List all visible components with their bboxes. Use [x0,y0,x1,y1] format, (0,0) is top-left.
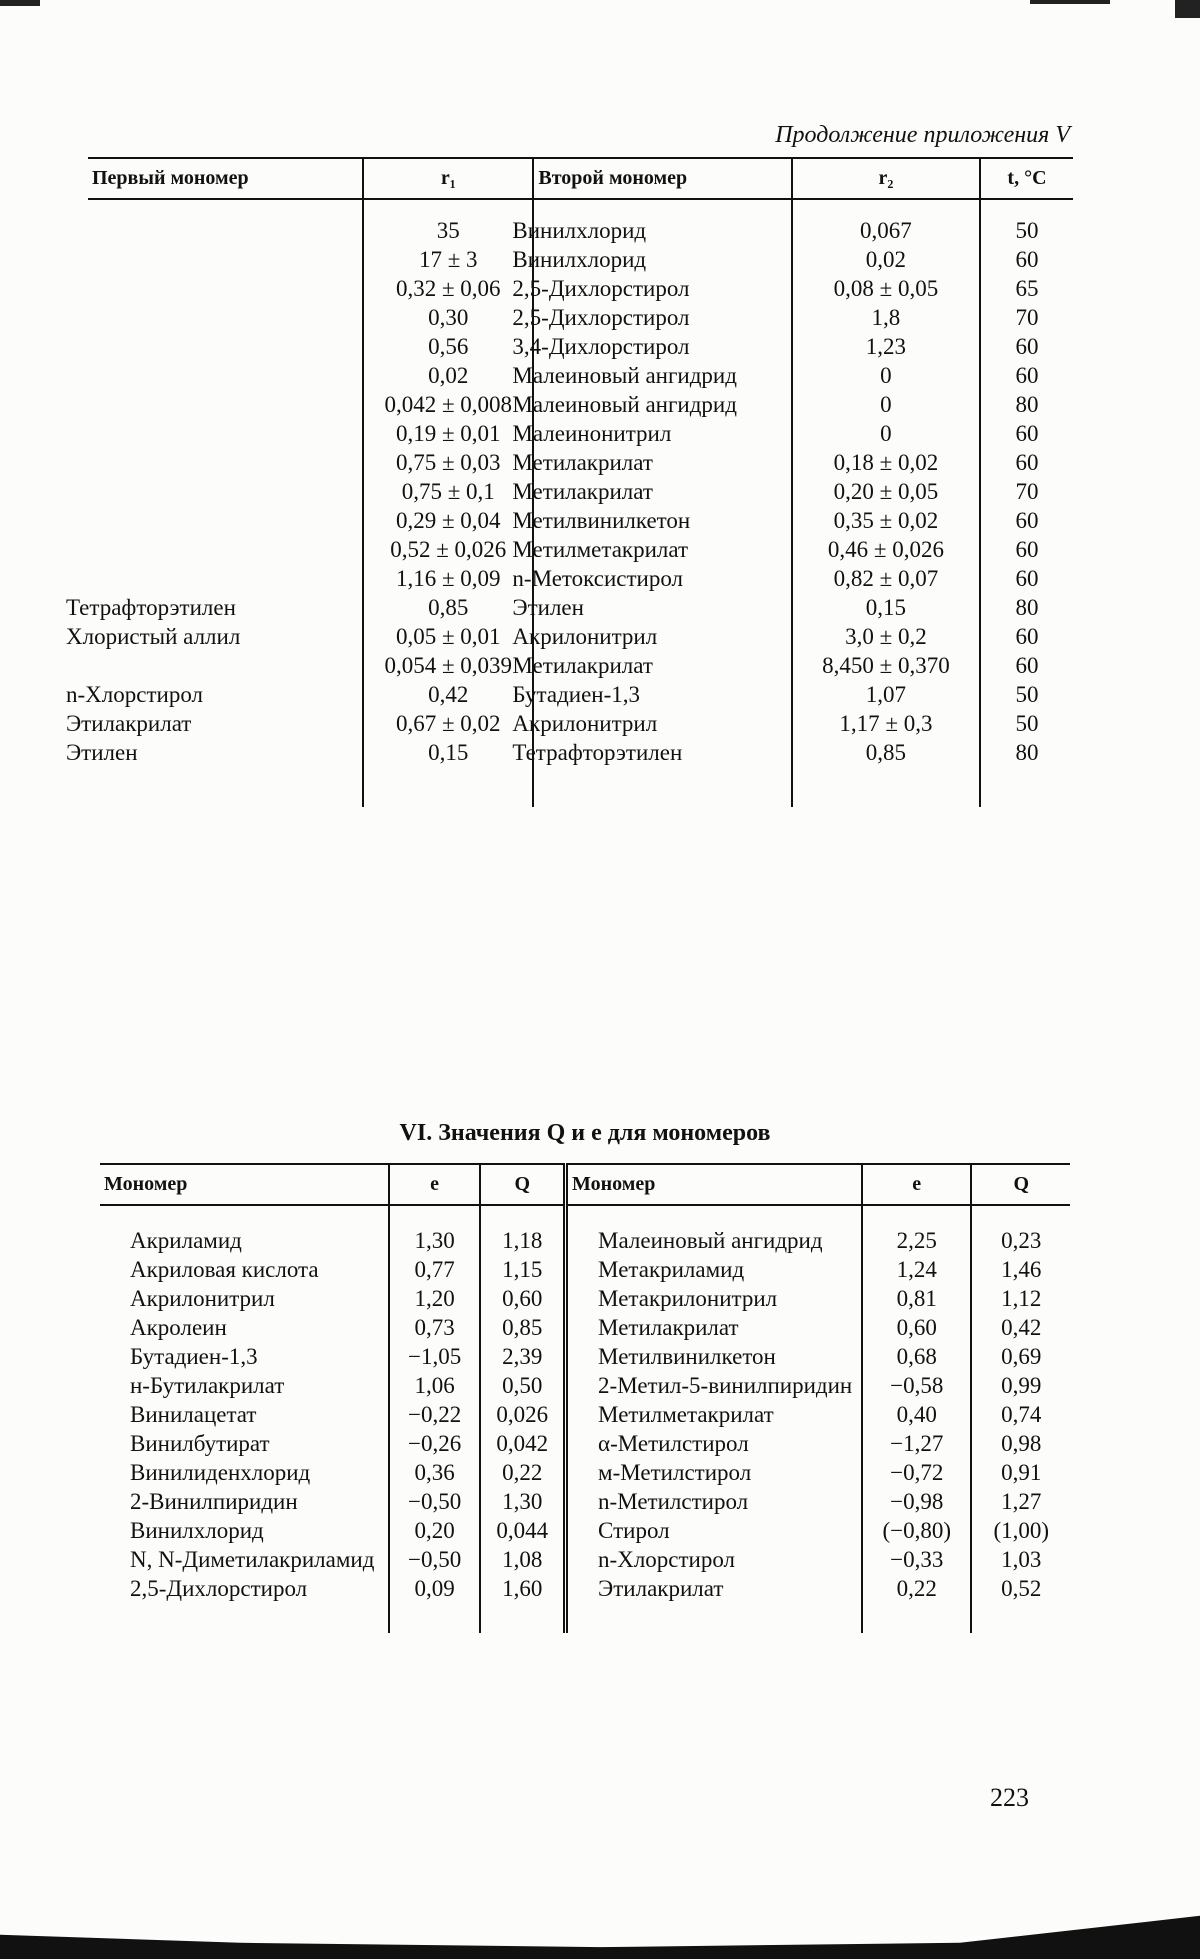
header-e-right: e [862,1164,972,1205]
q-value: (1,00) [993,1518,1050,1543]
temperature-cell: 70 [980,303,1073,332]
second-monomer-cell: Метилакрилат [533,448,791,477]
temperature-cell: 80 [980,593,1073,622]
temperature-cell: 60 [980,448,1073,477]
first-monomer-cell [88,564,363,593]
q-value: 0,98 [1001,1431,1042,1456]
r2-value-cell: 3,0 ± 0,2 [792,622,980,651]
e-value: −0,72 [890,1460,944,1485]
second-monomer-cell: Малеиновый ангидрид [533,361,791,390]
q-value: 0,042 [496,1431,549,1456]
temperature-cell: 50 [980,709,1073,738]
temperature-cell: 50 [980,680,1073,709]
q-value: 0,026 [496,1402,549,1427]
table-row [88,506,1073,535]
scan-border-bottom [0,1905,1200,1959]
q-value: 0,42 [1001,1315,1042,1340]
table-row [88,245,1073,274]
header-e-left: e [389,1164,481,1205]
e-value: 0,09 [414,1576,455,1601]
left-e-column [389,1205,481,1603]
first-monomer-cell [88,361,363,390]
r2-value-cell: 0,02 [792,245,980,274]
page-number: 223 [990,1783,1029,1812]
q-value: 1,60 [502,1576,543,1601]
r2-value-cell: 0,82 ± 0,07 [792,564,980,593]
e-value: −0,58 [890,1373,944,1398]
monomer-name: Акролеин [130,1315,227,1340]
e-value: 1,20 [414,1286,455,1311]
monomer-name: Метилвинилкетон [598,1344,776,1369]
q-value: 1,30 [502,1489,543,1514]
first-monomer-cell: Этилакрилат [66,711,192,736]
monomer-name: Винилиденхлорид [130,1460,311,1485]
r2-value-cell: 0,18 ± 0,02 [792,448,980,477]
second-monomer-cell: Винилхлорид [533,199,791,245]
r1-value-cell: 0,75 ± 0,1 [363,477,533,506]
first-monomer-cell [88,274,363,303]
header-first-monomer: Первый мономер [88,158,363,199]
second-monomer-cell: Бутадиен-1,3 [533,680,791,709]
r1-value-cell: 0,75 ± 0,03 [363,448,533,477]
monomer-name: Винилхлорид [130,1518,264,1543]
first-monomer-cell [88,506,363,535]
table-row [88,274,1073,303]
first-monomer-cell [88,535,363,564]
q-value: 0,85 [502,1315,543,1340]
monomer-name: Винилбутират [130,1431,270,1456]
table1-header-row [88,158,1073,199]
r2-value-cell: 1,07 [792,680,980,709]
monomer-name: 2-Метил-5-винилпиридин [598,1373,853,1398]
q-value: 1,27 [1001,1489,1042,1514]
table-row [88,419,1073,448]
table-row [88,738,1073,767]
r1-value-cell: 0,02 [363,361,533,390]
r2-value-cell: 0 [792,419,980,448]
second-monomer-cell: 2,5-Дихлорстирол [533,274,791,303]
r2-value-cell: 0,067 [792,199,980,245]
r1-value-cell: 0,19 ± 0,01 [363,419,533,448]
e-value: 0,60 [896,1315,937,1340]
q-value: 0,91 [1001,1460,1042,1485]
temperature-cell: 60 [980,622,1073,651]
table-row [88,680,1073,709]
r1-value-cell: 0,42 [363,680,533,709]
first-monomer-cell [88,477,363,506]
second-monomer-cell: Тетрафторэтилен [533,738,791,767]
table-row [88,593,1073,622]
table-row [88,564,1073,593]
section-title: VI. Значения Q и e для мономеров [399,1120,771,1146]
r1-value-cell: 0,32 ± 0,06 [363,274,533,303]
table2-header-row [100,1164,1070,1205]
header-temperature: t, °C [980,158,1073,199]
r1-value-cell: 0,042 ± 0,008 [363,390,533,419]
monomer-name: Этилакрилат [598,1576,724,1601]
monomer-name: Метилметакрилат [598,1402,774,1427]
temperature-cell: 60 [980,332,1073,361]
first-monomer-cell [88,332,363,361]
q-value: 2,39 [502,1344,543,1369]
temperature-cell: 60 [980,245,1073,274]
second-monomer-cell: 3,4-Дихлорстирол [533,332,791,361]
table1-body [66,199,1073,807]
table-row [88,361,1073,390]
continuation-title: Продолжение приложения V [775,122,1070,148]
second-monomer-cell: Винилхлорид [533,245,791,274]
e-value: 0,68 [896,1344,937,1369]
r1-value-cell: 0,054 ± 0,039 [363,651,533,680]
left-q-column [480,1205,565,1603]
left-monomer-column [100,1205,389,1603]
temperature-cell: 80 [980,738,1073,767]
monomer-name: Акриламид [130,1228,242,1253]
temperature-cell: 70 [980,477,1073,506]
table-row [88,622,1073,651]
e-value: 0,22 [896,1576,937,1601]
second-monomer-cell: Малеинонитрил [533,419,791,448]
r1-value-cell: 0,15 [363,738,533,767]
first-monomer-cell [88,448,363,477]
table-row [88,477,1073,506]
second-monomer-cell: n-Метоксистирол [533,564,791,593]
q-value: 0,044 [496,1518,549,1543]
second-monomer-cell: Малеиновый ангидрид [533,390,791,419]
r2-value-cell: 0,85 [792,738,980,767]
monomer-name: Бутадиен-1,3 [130,1344,258,1369]
table2-body [100,1205,1070,1633]
q-value: 0,99 [1001,1373,1042,1398]
e-value: 2,25 [896,1228,937,1253]
temperature-cell: 60 [980,564,1073,593]
temperature-cell: 60 [980,535,1073,564]
header-monomer-right: Мономер [566,1164,862,1205]
monomer-name: α-Метилстирол [598,1431,749,1456]
r1-value-cell: 0,30 [363,303,533,332]
table2-spacer-row [100,1603,1070,1633]
e-value: 1,30 [414,1228,455,1253]
header-q-left: Q [480,1164,565,1205]
e-value: −0,50 [408,1489,462,1514]
monomer-name: Метакриламид [598,1257,745,1282]
e-value: 0,20 [414,1518,455,1543]
r1-value-cell: 0,56 [363,332,533,361]
first-monomer-cell [88,245,363,274]
r2-value-cell: 8,450 ± 0,370 [792,651,980,680]
r2-value-cell: 1,23 [792,332,980,361]
table-row [88,332,1073,361]
e-value: −1,27 [890,1431,944,1456]
table-row [88,390,1073,419]
copolymerization-table [66,157,1073,807]
header-r2: r₂ [792,158,980,199]
temperature-cell: 60 [980,651,1073,680]
first-monomer-cell [88,199,363,245]
second-monomer-cell: Метилвинилкетон [533,506,791,535]
first-monomer-cell: Этилен [66,740,138,765]
e-value: 0,40 [896,1402,937,1427]
header-r1: r₁ [363,158,533,199]
q-value: 0,22 [502,1460,543,1485]
q-value: 0,74 [1001,1402,1042,1427]
table1-spacer-row [88,767,1073,807]
e-value: −0,22 [408,1402,462,1427]
header-second-monomer: Второй мономер [533,158,791,199]
first-monomer-cell [88,651,363,680]
table-row [88,448,1073,477]
r2-value-cell: 0,08 ± 0,05 [792,274,980,303]
monomer-name: n-Метилстирол [598,1489,749,1514]
r2-value-cell: 0 [792,361,980,390]
second-monomer-cell: 2,5-Дихлорстирол [533,303,791,332]
r1-value-cell: 0,85 [363,593,533,622]
right-monomer-column [566,1205,862,1603]
temperature-cell: 65 [980,274,1073,303]
header-monomer-left: Мономер [100,1164,389,1205]
r2-value-cell: 0,46 ± 0,026 [792,535,980,564]
second-monomer-cell: Акрилонитрил [533,709,791,738]
q-value: 1,15 [502,1257,543,1282]
temperature-cell: 60 [980,361,1073,390]
monomer-name: м-Метилстирол [598,1460,752,1485]
monomer-name: Малеиновый ангидрид [598,1228,823,1253]
r1-value-cell: 0,05 ± 0,01 [363,622,533,651]
table-row [88,651,1073,680]
e-value: 0,81 [896,1286,937,1311]
e-value: −1,05 [408,1344,462,1369]
monomer-name: N, N-Диметилакриламид [130,1547,375,1572]
q-value: 1,08 [502,1547,543,1572]
r2-value-cell: 0,20 ± 0,05 [792,477,980,506]
second-monomer-cell: Акрилонитрил [533,622,791,651]
right-e-column [862,1205,972,1603]
monomer-name: 2-Винилпиридин [130,1489,298,1514]
e-value: −0,98 [890,1489,944,1514]
temperature-cell: 50 [980,199,1073,245]
table-row [88,303,1073,332]
r2-value-cell: 0 [792,390,980,419]
monomer-name: 2,5-Дихлорстирол [130,1576,308,1601]
table-row [88,709,1073,738]
first-monomer-cell [88,303,363,332]
e-value: −0,26 [408,1431,462,1456]
monomer-name: Стирол [598,1518,670,1543]
r2-value-cell: 0,35 ± 0,02 [792,506,980,535]
e-value: 1,24 [896,1257,937,1282]
second-monomer-cell: Метилметакрилат [533,535,791,564]
scan-border-top [0,0,1200,12]
r1-value-cell: 0,29 ± 0,04 [363,506,533,535]
monomer-name: Акриловая кислота [130,1257,319,1282]
r1-value-cell: 17 ± 3 [363,245,533,274]
r2-value-cell: 1,17 ± 0,3 [792,709,980,738]
r2-value-cell: 0,15 [792,593,980,622]
monomer-name: Метилакрилат [598,1315,739,1340]
e-value: −0,33 [890,1547,944,1572]
e-value: −0,50 [408,1547,462,1572]
temperature-cell: 80 [980,390,1073,419]
q-e-values-table [100,1163,1070,1633]
e-value: 0,77 [414,1257,455,1282]
q-value: 0,52 [1001,1576,1042,1601]
q-value: 0,23 [1001,1228,1042,1253]
e-value: 1,06 [414,1373,455,1398]
temperature-cell: 60 [980,419,1073,448]
first-monomer-cell [88,419,363,448]
right-q-column [971,1205,1070,1603]
second-monomer-cell: Метилакрилат [533,477,791,506]
q-value: 0,50 [502,1373,543,1398]
first-monomer-cell: Тетрафторэтилен [66,595,236,620]
second-monomer-cell: Метилакрилат [533,651,791,680]
first-monomer-cell: Хлористый аллил [66,624,241,649]
q-value: 0,69 [1001,1344,1042,1369]
r1-value-cell: 0,52 ± 0,026 [363,535,533,564]
table-row [88,199,1073,245]
e-value: 0,73 [414,1315,455,1340]
q-value: 1,12 [1001,1286,1042,1311]
monomer-name: Акрилонитрил [130,1286,275,1311]
temperature-cell: 60 [980,506,1073,535]
first-monomer-cell: n-Хлорстирол [66,682,203,707]
monomer-name: н-Бутилакрилат [130,1373,285,1398]
r1-value-cell: 35 [363,199,533,245]
r2-value-cell: 1,8 [792,303,980,332]
e-value: (−0,80) [882,1518,951,1543]
first-monomer-cell [88,390,363,419]
table2-content-row [100,1205,1070,1603]
table-row [88,535,1073,564]
monomer-name: Метакрилонитрил [598,1286,778,1311]
q-value: 0,60 [502,1286,543,1311]
q-value: 1,03 [1001,1547,1042,1572]
monomer-name: n-Хлорстирол [598,1547,736,1572]
q-value: 1,46 [1001,1257,1042,1282]
r1-value-cell: 0,67 ± 0,02 [363,709,533,738]
second-monomer-cell: Этилен [533,593,791,622]
e-value: 0,36 [414,1460,455,1485]
q-value: 1,18 [502,1228,543,1253]
header-q-right: Q [971,1164,1070,1205]
r1-value-cell: 1,16 ± 0,09 [363,564,533,593]
monomer-name: Винилацетат [130,1402,257,1427]
